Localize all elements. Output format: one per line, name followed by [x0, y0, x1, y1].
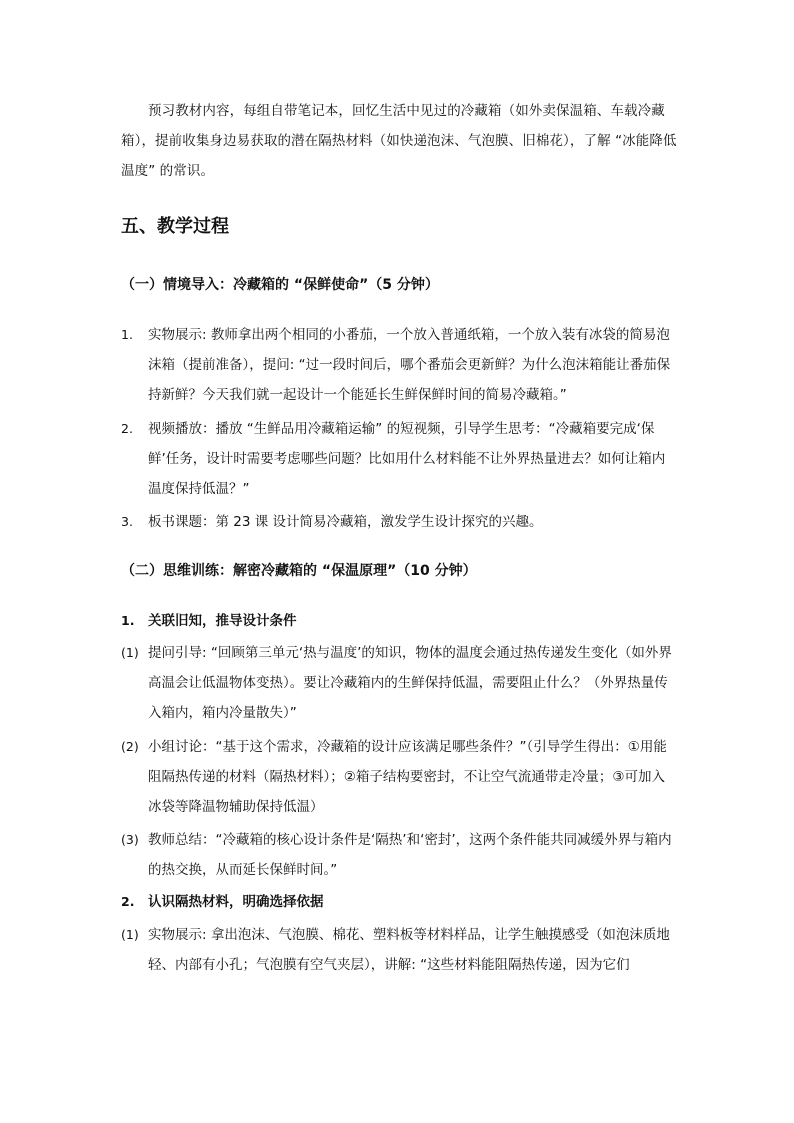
part1-title: （一）情境导入：冷藏箱的 “保鲜使命”（5 分钟）	[121, 277, 439, 293]
item-number: 3.	[121, 514, 133, 529]
list-item	[121, 606, 677, 636]
part2-title: （二）思维训练：解密冷藏箱的 “保温原理”（10 分钟）	[121, 563, 477, 579]
item-text: 教师总结：“冷藏箱的核心设计条件是‘隔热’和‘密封’，这两个条件能共同减缓外界与箱内的热交换，从而延长保鲜时间。”	[148, 832, 672, 878]
list-item	[121, 732, 677, 822]
item-text: 视频播放：播放 “生鲜品用冷藏箱运输” 的短视频，引导学生思考：“冷藏箱要完成‘保鲜’任务，设计时需要考虑哪些问题？比如用什么材料能不让外界热量进去？如何让箱内温度保持低温？”	[148, 421, 666, 497]
list-item	[121, 887, 677, 917]
item-number: (2)	[121, 739, 139, 754]
item-number: (1)	[121, 645, 139, 660]
list-item	[121, 320, 677, 410]
section-title: 五、教学过程	[121, 216, 229, 237]
list-item	[121, 825, 677, 885]
list-item	[121, 414, 677, 504]
item-number: (1)	[121, 927, 139, 942]
item-text: 提问引导: “回顾第三单元‘热与温度’的知识，物体的温度会通过热传递发生变化（如外界高温会让低温物体变热）。要让冷藏箱内的生鲜保持低温，需要阻止什么？（外界热量传入箱内，箱内冷量散失）”	[148, 645, 672, 721]
list-item	[121, 507, 677, 537]
item-number: 1.	[121, 613, 135, 628]
item-text: 认识隔热材料，明确选择依据	[148, 894, 324, 910]
item-text: 板书课题：第 23 课 设计简易冷藏箱，激发学生设计探究的兴趣。	[148, 514, 543, 530]
item-text: 关联旧知，推导设计条件	[148, 613, 297, 629]
item-number: 2.	[121, 421, 133, 436]
item-number: 1.	[121, 327, 133, 342]
item-number: 2.	[121, 894, 135, 909]
item-text: 实物展示: 拿出泡沫、气泡膜、棉花、塑料板等材料样品，让学生触摸感受（如泡沫质地轻、内部有小孔；气泡膜有空气夹层），讲解: “这些材料能阻隔热传递，因为它们	[148, 927, 670, 973]
item-number: (3)	[121, 832, 139, 847]
item-text: 实物展示: 教师拿出两个相同的小番茄，一个放入普通纸箱，一个放入装有冰袋的简易泡沫箱（提前准备），提问: “过一段时间后，哪个番茄会更新鲜？为什么泡沫箱能让番茄保持新鲜？今天我们就一起设计一个能延长生鲜保鲜时间的简易冷藏箱。”	[148, 327, 671, 403]
prep-paragraph: 预习教材内容，每组自带笔记本，回忆生活中见过的冷藏箱（如外卖保温箱、车载冷藏箱），提前收集身边易获取的潜在隔热材料（如快递泡沫、气泡膜、旧棉花），了解 “冰能降低温度” 的常识。	[121, 103, 677, 179]
list-item	[121, 920, 677, 980]
list-item	[121, 638, 677, 728]
item-text: 小组讨论：“基于这个需求，冷藏箱的设计应该满足哪些条件？”（引导学生得出：①用能阻隔热传递的材料（隔热材料）；②箱子结构要密封，不让空气流通带走冷量；③可加入冰袋等降温物辅助保持低温）	[148, 739, 667, 815]
